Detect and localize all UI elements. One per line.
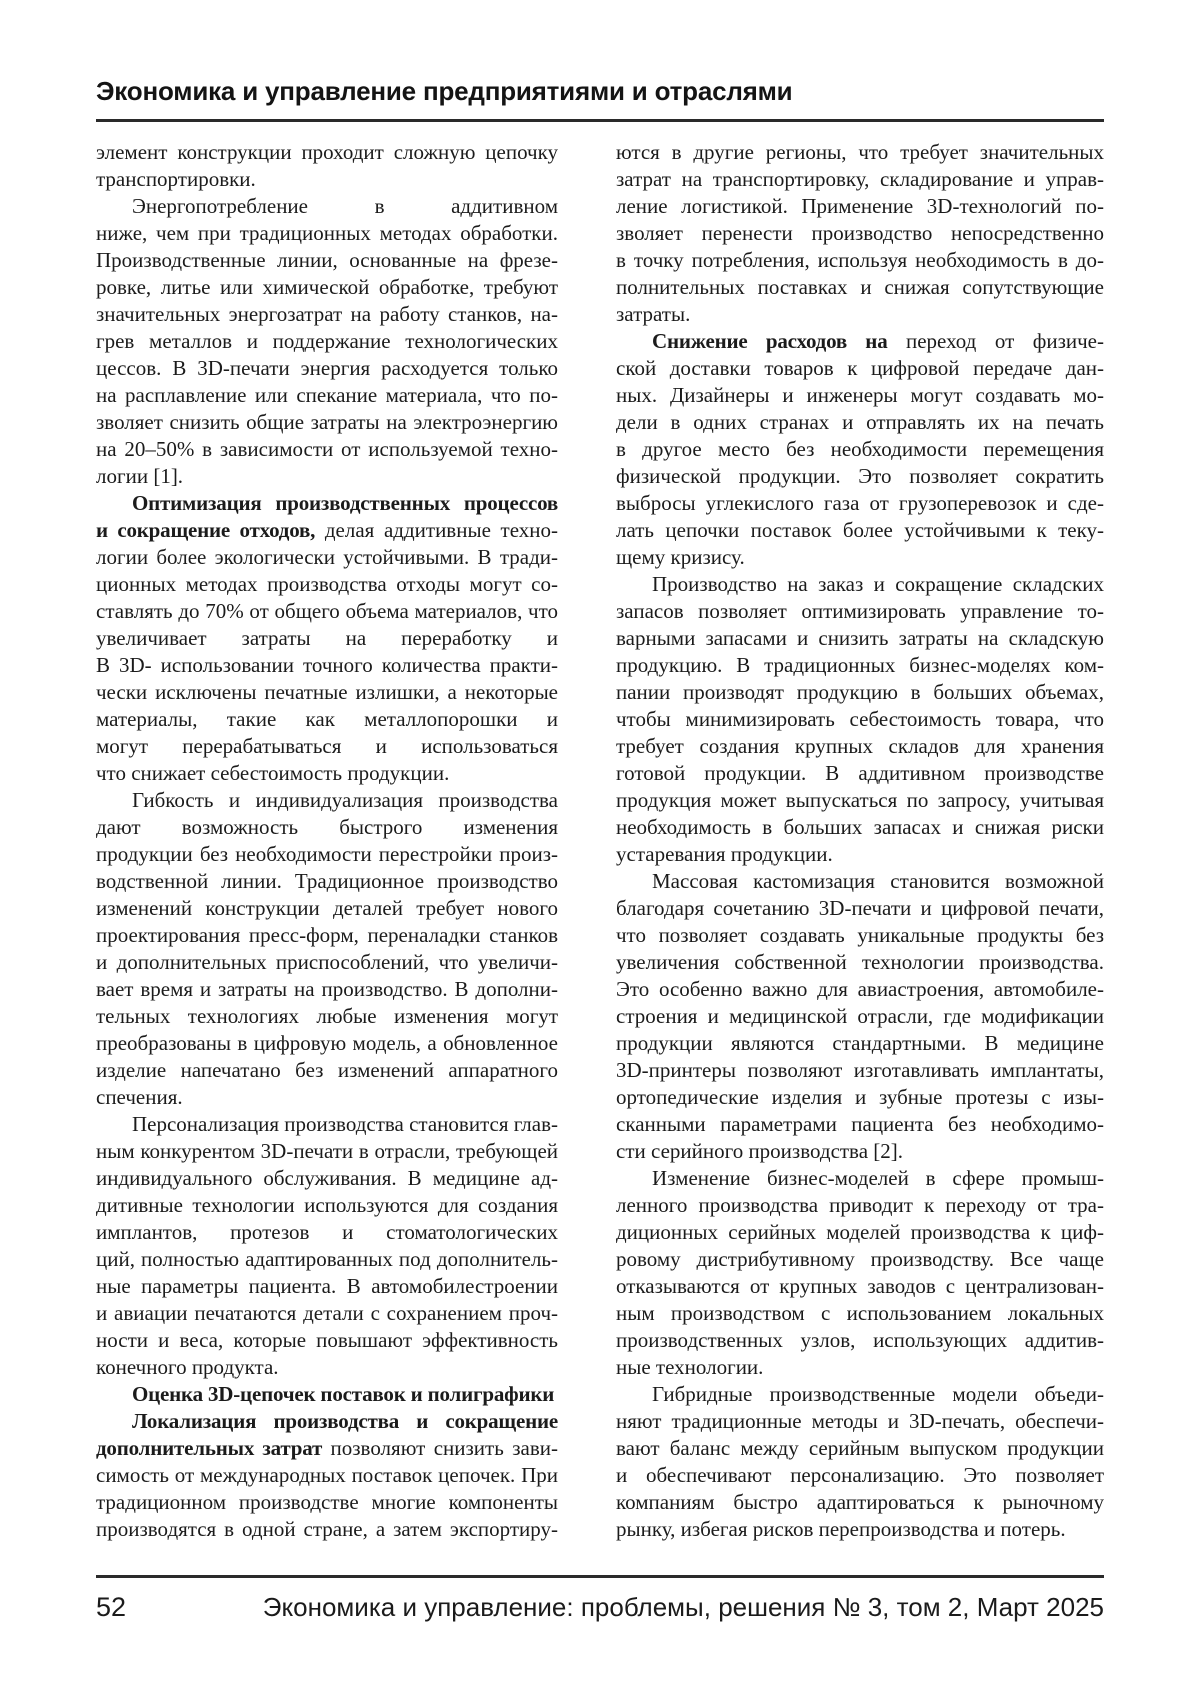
bold-text-run: Оптимизация производственных процессов (132, 491, 558, 515)
text-run: затраты. (616, 302, 691, 326)
text-line (96, 1138, 558, 1165)
text-line (616, 895, 1104, 922)
text-line (616, 1516, 1104, 1543)
text-run: ные технологии. (616, 1355, 764, 1379)
text-run: сканными параметрами пациента без необходимо- (616, 1112, 1104, 1136)
text-line (96, 1057, 558, 1084)
text-line (96, 139, 558, 166)
text-line (96, 1192, 558, 1219)
text-run: индивидуального обслуживания. В медицине ад- (96, 1166, 558, 1190)
text-run: компаниям быстро адаптироваться к рыночному (616, 1490, 1104, 1514)
text-run: могут перерабатываться и использоваться (96, 734, 558, 758)
text-run: чески исключены печатные излишки, а некоторые (96, 680, 558, 704)
text-line (616, 463, 1104, 490)
text-line (96, 787, 558, 814)
text-run: варными запасами и снизить затраты на складскую (616, 626, 1104, 650)
bold-text-run: Снижение расходов на (652, 329, 888, 353)
text-line (96, 193, 558, 220)
text-line (96, 652, 558, 679)
text-line (96, 625, 558, 652)
text-run: Производство на заказ и сокращение складских (652, 572, 1104, 596)
text-run: благодаря сочетанию 3D-печати и цифровой печати, (616, 896, 1104, 920)
text-run: дели в одних странах и отправлять их на печать (616, 410, 1104, 434)
text-run: значительных энергозатрат на работу станков, на- (96, 302, 558, 326)
text-line (616, 1192, 1104, 1219)
text-line (616, 1408, 1104, 1435)
text-line (616, 1111, 1104, 1138)
text-line (616, 571, 1104, 598)
text-run: проектирования пресс-форм, переналадки станков (96, 923, 558, 947)
text-run: готовой продукции. В аддитивном производстве (616, 761, 1104, 785)
text-run: ются в другие регионы, что требует значительных (616, 140, 1104, 164)
text-line (616, 166, 1104, 193)
text-line (96, 166, 558, 193)
text-line (96, 1084, 558, 1111)
text-line (616, 490, 1104, 517)
text-run: делая аддитивные техно- (315, 518, 558, 542)
text-run: В 3D- использовании точного количества практи- (96, 653, 558, 677)
text-line (96, 1381, 558, 1408)
text-run: отказываются от крупных заводов с централизован- (616, 1274, 1104, 1298)
journal-reference: Экономика и управление: проблемы, решения № 3, том 2, Март 2025 (262, 1592, 1104, 1622)
text-run: ным производством с использованием локальных (616, 1301, 1104, 1325)
header-rule (96, 119, 1104, 122)
text-line (616, 1327, 1104, 1354)
text-line (96, 409, 558, 436)
text-line (616, 274, 1104, 301)
text-run: выбросы углекислого газа от грузоперевозок и сде- (616, 491, 1104, 515)
text-line (616, 517, 1104, 544)
text-run: щему кризису. (616, 545, 745, 569)
text-line (96, 1300, 558, 1327)
text-run: спечения. (96, 1085, 183, 1109)
text-run: ленного производства приводит к переходу от тра- (616, 1193, 1104, 1217)
text-run: няют традиционные методы и 3D-печать, обеспечи- (616, 1409, 1104, 1433)
text-run: изделие напечатано без изменений аппаратного (96, 1058, 558, 1082)
text-line (616, 598, 1104, 625)
text-run: ций, полностью адаптированных под дополнитель- (96, 1247, 558, 1271)
text-line (96, 1165, 558, 1192)
text-run: физической продукции. Это позволяет сократить (616, 464, 1104, 488)
text-line (96, 922, 558, 949)
text-run: запасов позволяет оптимизировать управление то- (616, 599, 1104, 623)
text-run: затрат на транспортировку, складирование и управ- (616, 167, 1104, 191)
text-run: ные параметры пациента. В автомобилестроении (96, 1274, 558, 1298)
text-line (96, 382, 558, 409)
text-run: и авиации печатаются детали с сохранением проч- (96, 1301, 558, 1325)
text-run: водственной линии. Традиционное производство (96, 869, 558, 893)
text-run: ровому дистрибутивному производству. Все чаще (616, 1247, 1104, 1271)
text-run: Персонализация производства становится глав- (132, 1112, 558, 1136)
text-line (96, 1219, 558, 1246)
text-run: цессов. В 3D-печати энергия расходуется только (96, 356, 558, 380)
text-run: дитивные технологии используются для создания (96, 1193, 558, 1217)
text-line (96, 814, 558, 841)
bold-text-run: дополнительных затрат (96, 1436, 323, 1460)
text-line (96, 1489, 558, 1516)
text-line (96, 733, 558, 760)
text-run: транспортировки. (96, 167, 256, 191)
text-line (96, 760, 558, 787)
bold-text-run: и сокращение отходов, (96, 518, 316, 542)
text-run: и обеспечивают персонализацию. Это позволяет (616, 1463, 1104, 1487)
text-line (96, 517, 558, 544)
text-line (616, 1030, 1104, 1057)
text-run: материалы, такие как металлопорошки и (96, 707, 558, 731)
text-run: ровке, литье или химической обработке, требуют (96, 275, 558, 299)
text-line (616, 139, 1104, 166)
text-run: Гибкость и индивидуализация производства (132, 788, 558, 812)
text-run: производственных узлов, использующих аддитив- (616, 1328, 1104, 1352)
text-line (96, 1246, 558, 1273)
text-line (616, 1354, 1104, 1381)
text-run: продукции являются стандартными. В медицине (616, 1031, 1104, 1055)
text-line (616, 1003, 1104, 1030)
text-line (96, 1354, 558, 1381)
text-line (616, 1381, 1104, 1408)
text-run: позволяют снизить зави- (322, 1436, 558, 1460)
text-run: продукция может выпускаться по запросу, учитывая (616, 788, 1104, 812)
text-run: ление логистикой. Применение 3D-технологий по- (616, 194, 1104, 218)
text-line (616, 301, 1104, 328)
text-line (96, 841, 558, 868)
text-line (96, 868, 558, 895)
text-run: ортопедические изделия и зубные протезы с изы- (616, 1085, 1104, 1109)
text-line (96, 679, 558, 706)
text-run: ставлять до 70% от общего объема материалов, что (96, 599, 558, 623)
text-run: вает время и затраты на производство. В дополни- (96, 977, 558, 1001)
text-run: логии более экологически устойчивыми. В тради- (96, 545, 558, 569)
text-line (96, 976, 558, 1003)
text-line (616, 1300, 1104, 1327)
page-number: 52 (96, 1592, 127, 1622)
text-line (616, 1057, 1104, 1084)
text-line (96, 706, 558, 733)
text-run: ных. Дизайнеры и инженеры могут создавать мо- (616, 383, 1104, 407)
text-line (96, 220, 558, 247)
text-run: элемент конструкции проходит сложную цепочку (96, 140, 558, 164)
text-run: переход от физиче- (887, 329, 1104, 353)
text-line (96, 490, 558, 517)
text-line (616, 706, 1104, 733)
text-run: Энергопотребление в аддитивном (132, 194, 558, 218)
text-run: 3D-принтеры позволяют изготавливать имплантаты, (616, 1058, 1104, 1082)
text-line (96, 355, 558, 382)
footer-rule (96, 1575, 1104, 1578)
text-line (96, 1516, 558, 1543)
text-run: имплантов, протезов и стоматологических (96, 1220, 558, 1244)
text-line (96, 328, 558, 355)
text-run: пании производят продукцию в больших объемах, (616, 680, 1104, 704)
text-line (616, 220, 1104, 247)
text-run: сти серийного производства [2]. (616, 1139, 904, 1163)
text-line (96, 1408, 558, 1435)
text-line (96, 463, 558, 490)
text-run: Гибридные производственные модели объеди- (652, 1382, 1104, 1406)
text-run: конечного продукта. (96, 1355, 279, 1379)
text-line (96, 571, 558, 598)
text-run: что снижает себестоимость продукции. (96, 761, 450, 785)
text-run: грев металлов и поддержание технологических (96, 329, 558, 353)
text-line (616, 652, 1104, 679)
text-line (96, 247, 558, 274)
text-run: увеличивает затраты на переработку и (96, 626, 558, 650)
text-run: строения и медицинской отрасли, где модификации (616, 1004, 1104, 1028)
text-run: что позволяет создавать уникальные продукты без (616, 923, 1104, 947)
text-run: на 20–50% в зависимости от используемой техно- (96, 437, 558, 461)
text-run: вают баланс между серийным выпуском продукции (616, 1436, 1104, 1460)
text-run: лать цепочки поставок более устойчивыми к теку- (616, 518, 1104, 542)
text-run: ным конкурентом 3D-печати в отрасли, требующей (96, 1139, 558, 1163)
text-line (616, 787, 1104, 814)
text-run: в точку потребления, используя необходимость в до- (616, 248, 1104, 272)
text-line (616, 922, 1104, 949)
text-line (616, 247, 1104, 274)
left-text-column (96, 139, 558, 1543)
text-run: зволяет снизить общие затраты на электроэнергию (96, 410, 558, 434)
text-line (616, 1489, 1104, 1516)
text-line (616, 814, 1104, 841)
text-run: преобразованы в цифровую модель, а обновленное (96, 1031, 558, 1055)
text-line (96, 1273, 558, 1300)
text-line (616, 1273, 1104, 1300)
text-line (616, 1084, 1104, 1111)
text-run: устаревания продукции. (616, 842, 833, 866)
text-run: диционных серийных моделей производства к циф- (616, 1220, 1104, 1244)
text-line (96, 1462, 558, 1489)
text-run: на расплавление или спекание материала, что по- (96, 383, 558, 407)
bold-text-run: Локализация производства и сокращение (132, 1409, 558, 1433)
text-line (96, 274, 558, 301)
text-run: традиционном производстве многие компоненты (96, 1490, 558, 1514)
text-run: продукции без необходимости перестройки произ- (96, 842, 558, 866)
text-run: Массовая кастомизация становится возможной (652, 869, 1104, 893)
text-line (616, 193, 1104, 220)
text-line (96, 1111, 558, 1138)
text-line (96, 1030, 558, 1057)
text-line (96, 1435, 558, 1462)
text-run: тельных технологиях любые изменения могут (96, 1004, 558, 1028)
text-line (616, 382, 1104, 409)
text-line (616, 625, 1104, 652)
text-run: увеличения собственной технологии производства. (616, 950, 1104, 974)
text-run: Производственные линии, основанные на фрезе- (96, 248, 558, 272)
text-run: полнительных поставках и снижая сопутствующие (616, 275, 1104, 299)
text-run: продукцию. В традиционных бизнес-моделях ком- (616, 653, 1104, 677)
text-line (96, 1327, 558, 1354)
text-line (616, 1462, 1104, 1489)
text-run: ской доставки товаров к цифровой передаче дан- (616, 356, 1104, 380)
text-run: ционных методах производства отходы могут со- (96, 572, 558, 596)
text-line (616, 760, 1104, 787)
text-line (616, 328, 1104, 355)
text-run: ности и веса, которые повышают эффективность (96, 1328, 558, 1352)
text-run: требует создания крупных складов для хранения (616, 734, 1104, 758)
text-run: и дополнительных приспособлений, что увеличи- (96, 950, 558, 974)
text-run: производятся в одной стране, а затем экспортиру- (96, 1517, 558, 1541)
bold-text-run: Оценка 3D-цепочек поставок и полиграфики (132, 1382, 555, 1406)
text-line (616, 436, 1104, 463)
text-line (616, 733, 1104, 760)
text-run: дают возможность быстрого изменения (96, 815, 558, 839)
text-line (616, 949, 1104, 976)
right-text-column (616, 139, 1104, 1543)
text-line (96, 436, 558, 463)
section-header: Экономика и управление предприятиями и отраслями (96, 76, 793, 106)
text-run: рынку, избегая рисков перепроизводства и потерь. (616, 1517, 1066, 1541)
text-run: ниже, чем при традиционных методах обработки. (96, 221, 558, 245)
text-line (616, 679, 1104, 706)
text-line (616, 1165, 1104, 1192)
text-line (616, 1219, 1104, 1246)
text-line (96, 301, 558, 328)
text-line (616, 841, 1104, 868)
text-run: симость от международных поставок цепочек. При (96, 1463, 558, 1487)
text-run: в другое место без необходимости перемещения (616, 437, 1104, 461)
text-line (96, 544, 558, 571)
text-run: зволяет перенести производство непосредственно (616, 221, 1104, 245)
text-line (616, 544, 1104, 571)
text-line (96, 1003, 558, 1030)
text-line (616, 868, 1104, 895)
text-line (616, 1246, 1104, 1273)
text-run: Изменение бизнес-моделей в сфере промыш- (652, 1166, 1104, 1190)
text-line (616, 1138, 1104, 1165)
text-run: чтобы минимизировать себестоимость товара, что (616, 707, 1104, 731)
text-line (616, 976, 1104, 1003)
text-line (616, 1435, 1104, 1462)
text-line (96, 598, 558, 625)
text-run: Это особенно важно для авиастроения, автомобиле- (616, 977, 1104, 1001)
text-line (96, 949, 558, 976)
text-line (616, 355, 1104, 382)
text-line (96, 895, 558, 922)
text-run: необходимость в больших запасах и снижая риски (616, 815, 1104, 839)
text-line (616, 409, 1104, 436)
text-run: изменений конструкции деталей требует нового (96, 896, 558, 920)
text-run: логии [1]. (96, 464, 184, 488)
